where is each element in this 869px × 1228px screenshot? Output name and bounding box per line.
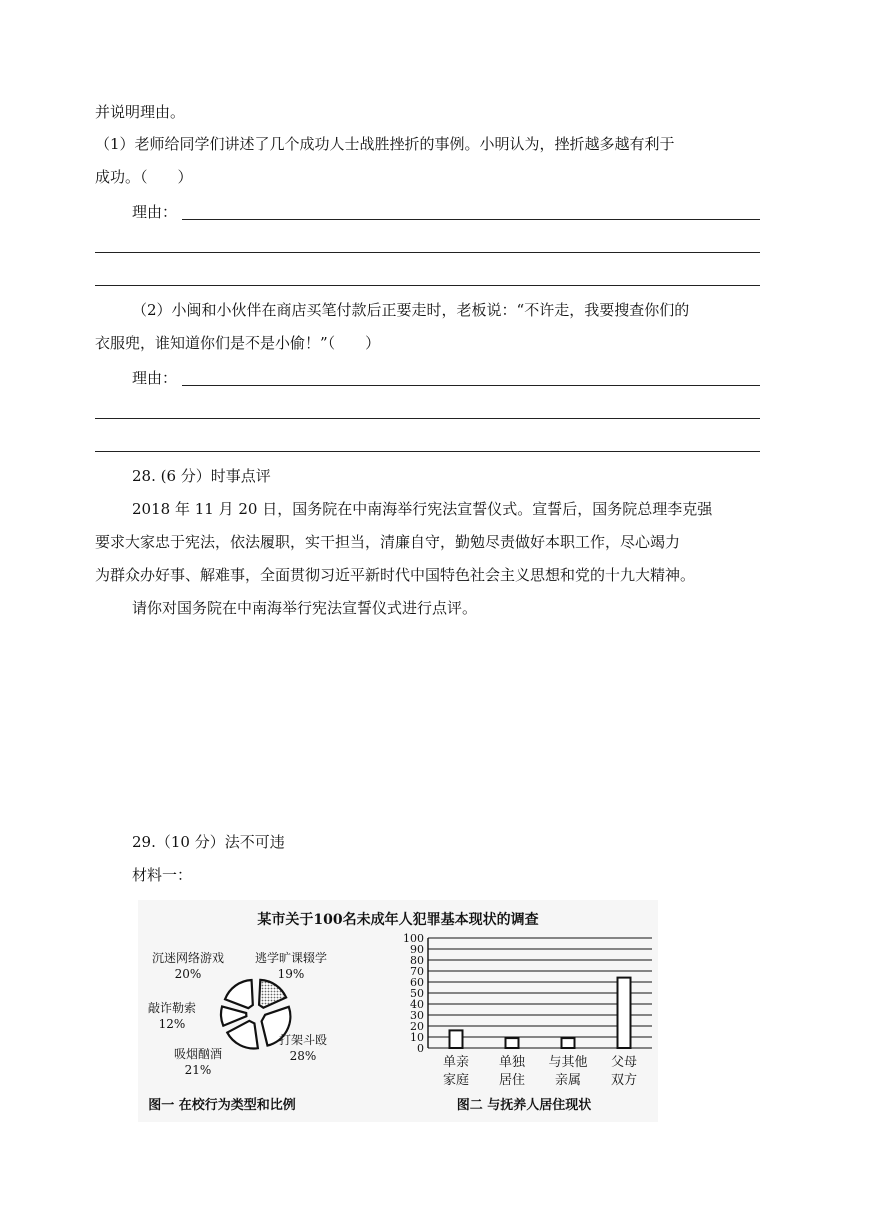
x-category-label: 双方	[610, 1073, 638, 1088]
bar	[506, 1038, 519, 1048]
q27-item2-line1: （2）小闽和小伙伴在商店买笔付款后正要走时，老板说：“不许走，我要搜查你们的	[132, 301, 690, 319]
q27-item1-line1: （1）老师给同学们讲述了几个成功人士战胜挫折的事例。小明认为，挫折越多越有利于	[95, 135, 675, 153]
x-category-label: 与其他	[548, 1055, 588, 1070]
x-category-label: 居住	[498, 1073, 526, 1088]
pie-slice-percent: 19%	[277, 967, 305, 981]
q27-intro-tail: 并说明理由。	[95, 103, 186, 121]
x-category-label: 单独	[498, 1055, 526, 1070]
y-tick-label: 40	[410, 998, 424, 1011]
y-tick-label: 20	[410, 1020, 424, 1033]
survey-figure	[138, 900, 658, 1122]
x-category-label: 单亲	[442, 1055, 470, 1070]
q28-heading: 28. (6 分）时事点评	[132, 467, 271, 485]
pie-slice-percent: 21%	[184, 1063, 212, 1077]
q28-para-line1: 2018 年 11 月 20 日，国务院在中南海举行宪法宣誓仪式。宣誓后，国务院总理李克强	[132, 500, 713, 518]
y-tick-label: 80	[410, 954, 424, 967]
answer-line	[95, 418, 760, 419]
answer-line	[95, 252, 760, 253]
y-tick-label: 60	[410, 976, 424, 989]
pie-slice-label: 沉迷网络游戏	[151, 951, 225, 965]
y-tick-label: 50	[410, 987, 424, 1000]
bar-caption: 图二 与抚养人居住现状	[456, 1098, 592, 1113]
y-tick-label: 70	[410, 965, 424, 978]
y-tick-label: 0	[417, 1042, 424, 1055]
answer-line	[182, 219, 760, 220]
bar	[562, 1038, 575, 1048]
pie-slice-percent: 12%	[158, 1017, 186, 1031]
q29-heading: 29.（10 分）法不可违	[132, 833, 285, 851]
pie-slice-label: 吸烟酗酒	[173, 1047, 223, 1061]
bar	[450, 1030, 463, 1048]
pie-chart	[148, 950, 327, 1077]
figure-title: 某市关于100名未成年人犯罪基本现状的调查	[257, 912, 539, 928]
answer-line	[182, 385, 760, 386]
q28-para-line3: 为群众办好事、解难事，全面贯彻习近平新时代中国特色社会主义思想和党的十九大精神。	[95, 566, 696, 584]
answer-line	[95, 451, 760, 452]
pie-slice-label: 逃学旷课辍学	[254, 951, 328, 965]
pie-slice-percent: 20%	[174, 967, 202, 981]
q27-item2-line2: 衣服兜，谁知道你们是不是小偷！”（ ）	[95, 334, 381, 352]
y-tick-label: 30	[410, 1009, 424, 1022]
x-category-label: 家庭	[442, 1073, 470, 1088]
answer-line	[95, 285, 760, 286]
pie-slice	[227, 1021, 258, 1049]
y-tick-label: 90	[410, 943, 424, 956]
material-1-label: 材料一：	[132, 866, 193, 884]
bar-chart	[403, 932, 652, 1088]
y-tick-label: 10	[410, 1031, 424, 1044]
x-category-label: 亲属	[554, 1073, 582, 1088]
pie-slice-label: 打架斗殴	[278, 1033, 328, 1047]
q27-item1-line2: 成功。（ ）	[95, 168, 193, 186]
q28-question: 请你对国务院在中南海举行宪法宣誓仪式进行点评。	[132, 599, 478, 617]
pie-slice-percent: 28%	[289, 1049, 317, 1063]
x-category-label: 父母	[610, 1055, 638, 1070]
survey-figure-svg	[138, 900, 658, 1122]
pie-slice-label: 敲诈勒索	[147, 1001, 197, 1015]
pie-slice	[221, 1006, 246, 1025]
reason-label-2: 理由：	[132, 369, 178, 387]
bar	[618, 978, 631, 1048]
q28-para-line2: 要求大家忠于宪法，依法履职，实干担当，清廉自守，勤勉尽责做好本职工作，尽心竭力	[95, 533, 681, 551]
y-tick-label: 100	[403, 932, 424, 945]
pie-slice	[259, 980, 286, 1008]
pie-slice	[225, 980, 253, 1008]
reason-label-1: 理由：	[132, 203, 178, 221]
pie-caption: 图一 在校行为类型和比例	[148, 1098, 296, 1113]
